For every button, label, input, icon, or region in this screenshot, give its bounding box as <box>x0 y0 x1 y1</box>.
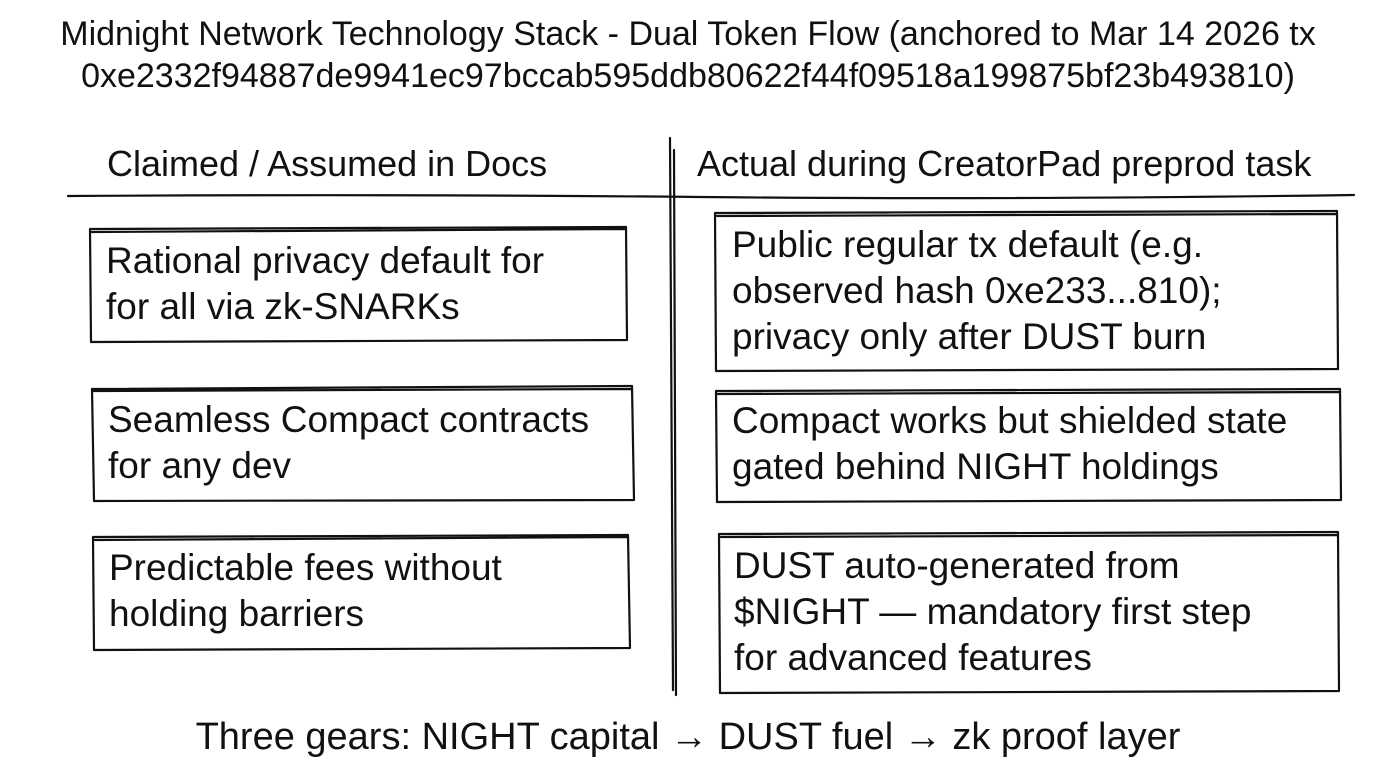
claimed-item-3: Predictable fees without holding barriers <box>109 547 502 634</box>
header-divider-line <box>68 195 1354 198</box>
actual-item-2: Compact works but shielded state gated behind NIGHT holdings <box>732 400 1288 487</box>
claimed-item-1: Rational privacy default for for all via zk-SNARKs <box>106 240 545 327</box>
column-divider-line-sketch <box>674 150 676 695</box>
diagram-title-line-2: 0xe2332f94887de9941ec97bccab595ddb80622f44f09518a199875bf23b493810) <box>81 57 1295 95</box>
footer-caption: Three gears: NIGHT capital → DUST fuel → zk proof layer <box>195 716 1181 758</box>
actual-item-1: Public regular tx default (e.g. observed hash 0xe233...810); privacy only after DUST burn <box>732 224 1222 357</box>
claimed-column-header: Claimed / Assumed in Docs <box>107 143 548 184</box>
claimed-item-2: Seamless Compact contracts for any dev <box>108 399 590 486</box>
diagram-title-line-1: Midnight Network Technology Stack - Dual Token Flow (anchored to Mar 14 2026 tx <box>60 15 1316 53</box>
actual-column-header: Actual during CreatorPad preprod task <box>697 143 1312 184</box>
actual-item-3: DUST auto-generated from $NIGHT — mandatory first step for advanced features <box>734 545 1252 678</box>
column-divider-line <box>670 138 673 690</box>
